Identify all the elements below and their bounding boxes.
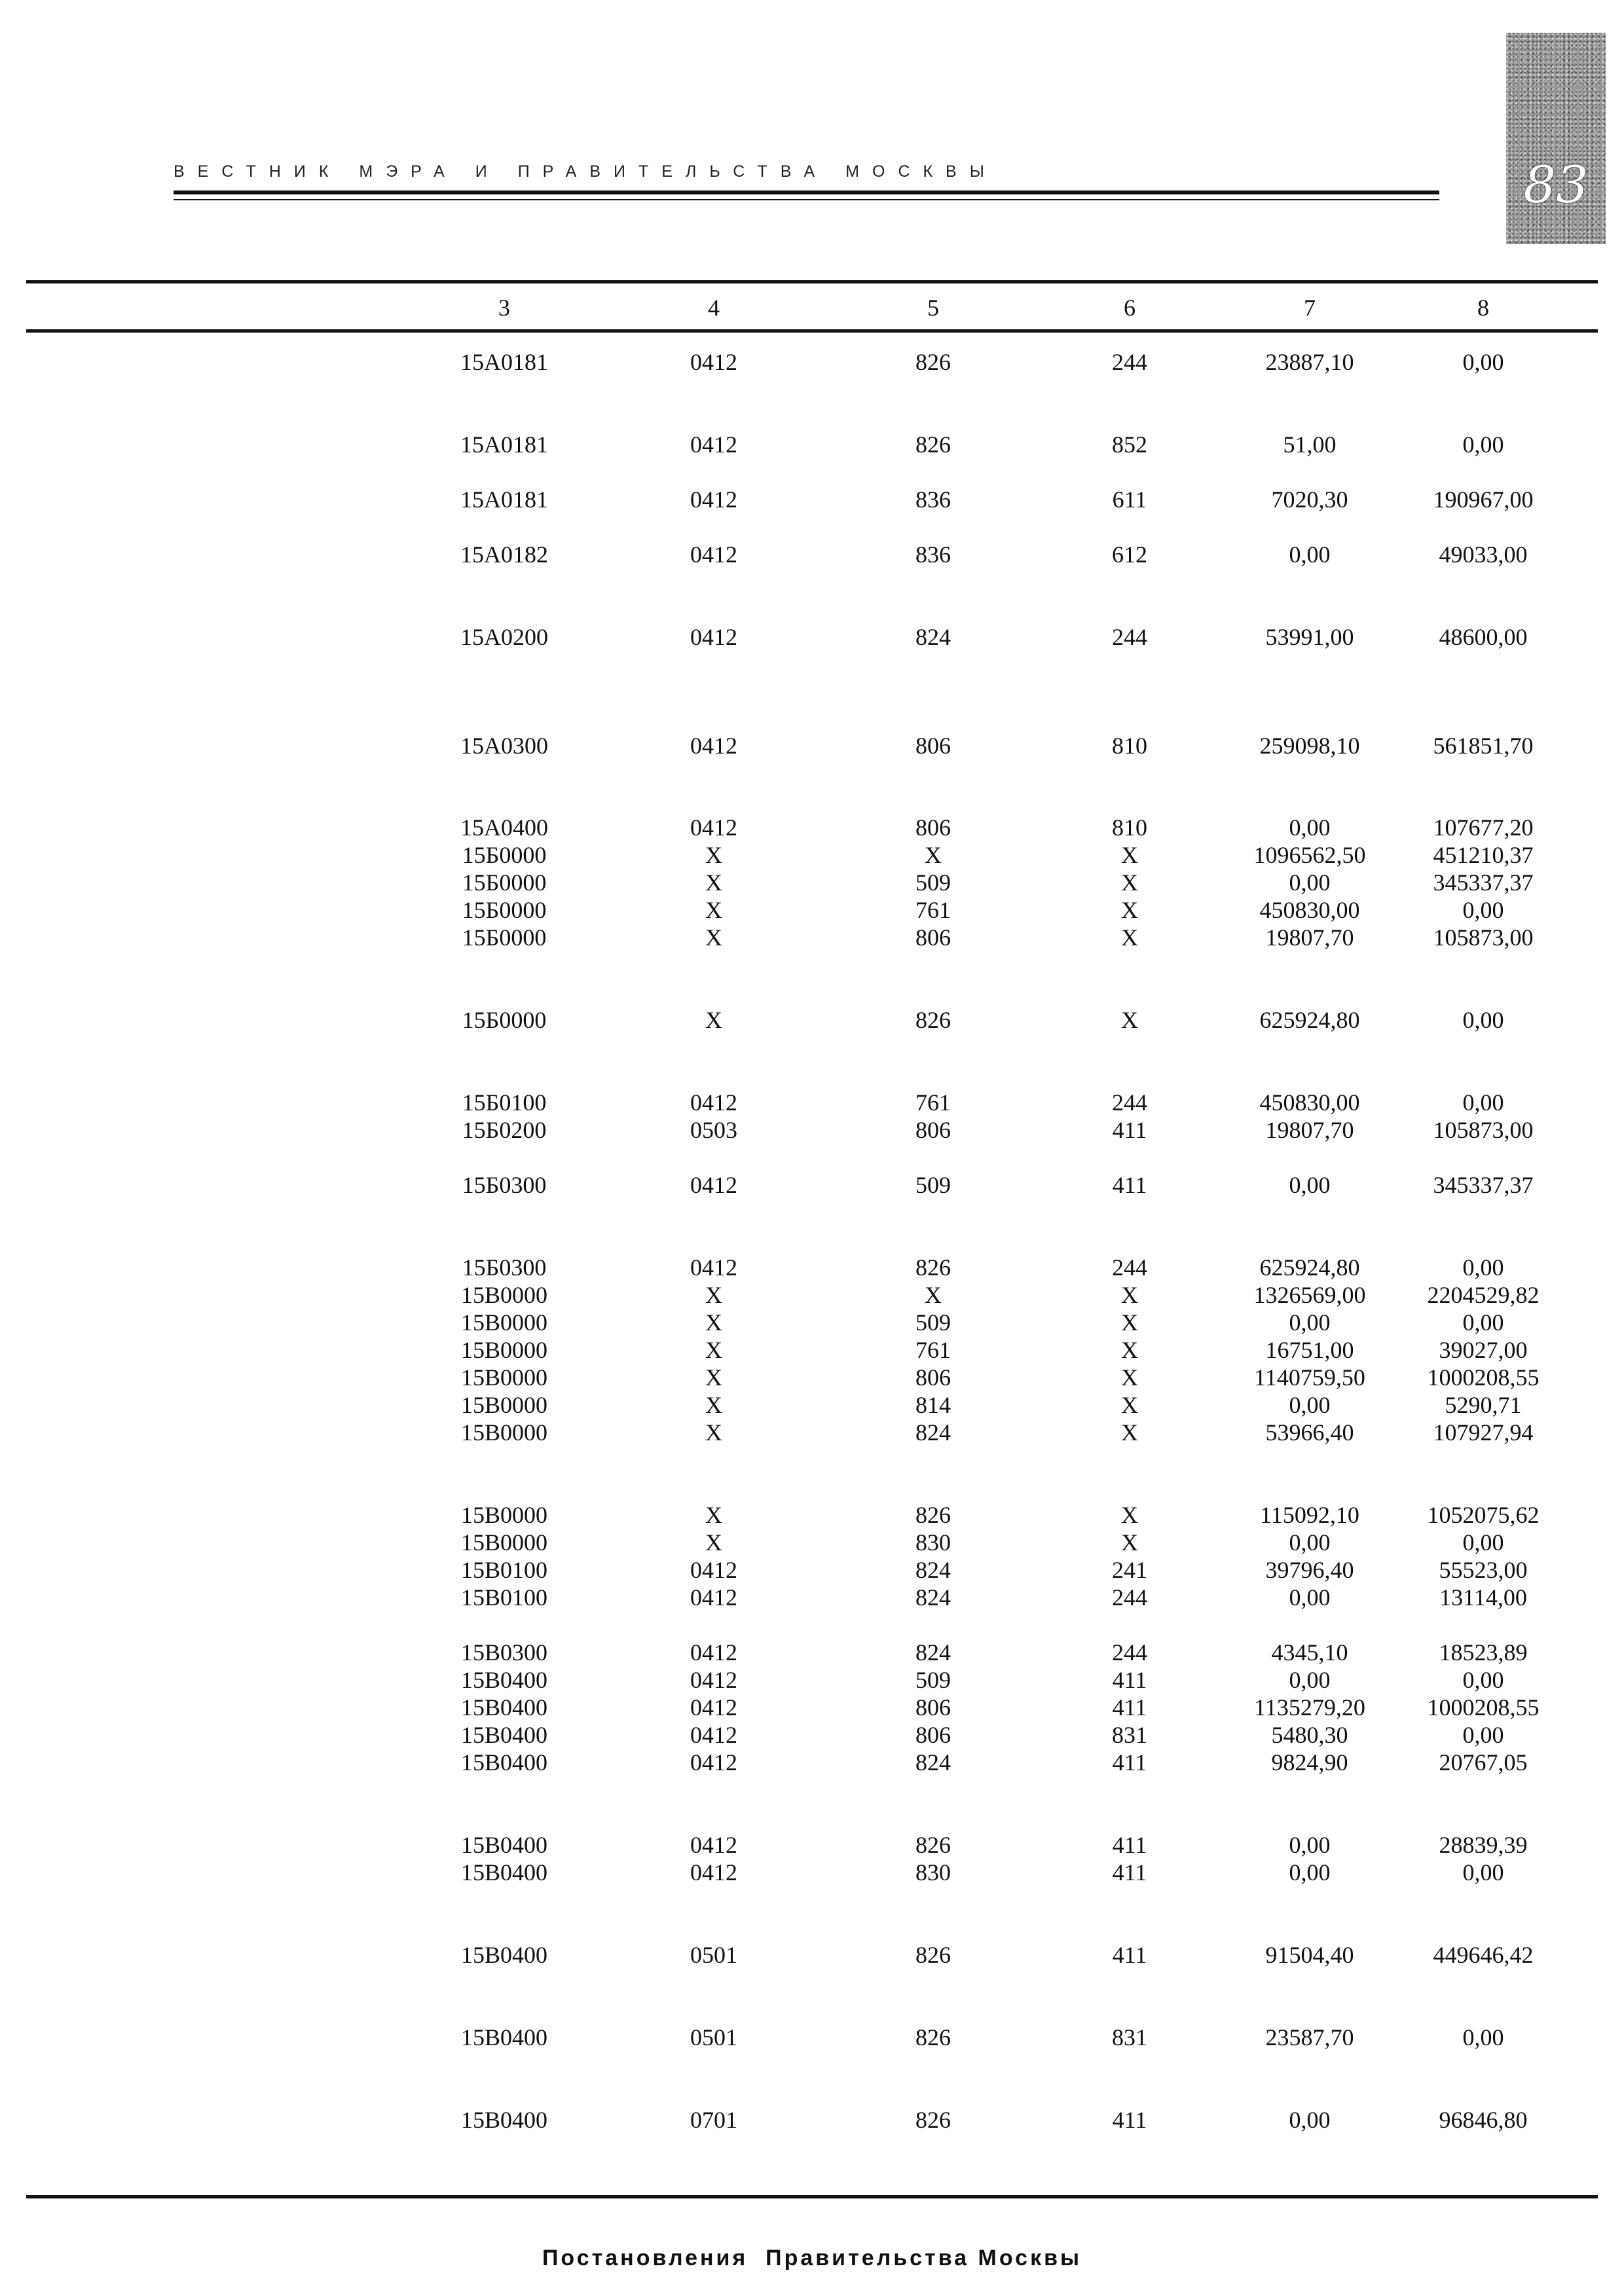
table-cell-col-7: 625924,80: [1259, 1007, 1360, 1033]
table-cell-col-3: 15Б0300: [462, 1172, 547, 1198]
table-cell-col-5: 826: [915, 1942, 951, 1968]
table-cell-col-5: 830: [915, 1529, 951, 1556]
table-cell-col-4: 0412: [690, 1172, 737, 1198]
table-cell-col-7: 0,00: [1289, 1667, 1331, 1693]
table-cell-col-5: 826: [915, 1832, 951, 1858]
table-cell-col-6: 244: [1112, 1089, 1147, 1116]
table-cell-col-8: 2204529,82: [1427, 1282, 1540, 1308]
table-cell-col-7: 1096562,50: [1253, 842, 1366, 868]
table-cell-col-6: 411: [1112, 1859, 1147, 1886]
table-cell-col-6: Х: [1121, 1337, 1138, 1363]
table-cell-col-5: 814: [915, 1392, 951, 1418]
table-cell-col-8: 39027,00: [1439, 1337, 1528, 1363]
table-cell-col-7: 53966,40: [1265, 1419, 1354, 1446]
table-cell-col-8: 49033,00: [1439, 541, 1528, 568]
table-cell-col-6: Х: [1121, 1364, 1138, 1391]
table-cell-col-6: Х: [1121, 1529, 1138, 1556]
table-row: [0, 1116, 1624, 1144]
table-cell-col-4: Х: [705, 842, 722, 868]
table-row: [0, 1749, 1624, 1776]
table-row: [0, 2024, 1624, 2051]
table-cell-col-4: 0412: [690, 541, 737, 568]
table-cell-col-7: 1326569,00: [1253, 1282, 1366, 1308]
table-cell-col-7: 259098,10: [1259, 733, 1360, 759]
table-cell-col-3: 15В0400: [460, 1859, 547, 1886]
table-cell-col-6: Х: [1121, 1392, 1138, 1418]
table-cell-col-5: 824: [915, 1639, 951, 1666]
table-cell-col-8: 561851,70: [1433, 733, 1534, 759]
table-cell-col-7: 115092,10: [1260, 1502, 1359, 1528]
table-cell-col-7: 91504,40: [1265, 1942, 1354, 1968]
table-cell-col-5: 826: [915, 349, 951, 375]
table-cell-col-7: 19807,70: [1265, 1117, 1354, 1143]
table-cell-col-4: Х: [705, 1337, 722, 1363]
table-cell-col-4: 0412: [690, 733, 737, 759]
table-cell-col-4: 0412: [690, 349, 737, 375]
table-cell-col-7: 19807,70: [1265, 924, 1354, 951]
column-header-8: 8: [1477, 295, 1489, 321]
table-row: [0, 732, 1624, 759]
table-cell-col-5: 509: [915, 1172, 951, 1198]
table-cell-col-7: 0,00: [1289, 1584, 1331, 1611]
table-cell-col-4: 0412: [690, 1694, 737, 1721]
table-cell-col-3: 15Б0000: [462, 897, 547, 923]
table-row: [0, 1254, 1624, 1281]
table-cell-col-3: 15В0400: [460, 2107, 547, 2133]
table-cell-col-6: Х: [1121, 897, 1138, 923]
table-row: [0, 924, 1624, 951]
table-cell-col-8: 48600,00: [1439, 624, 1528, 650]
table-cell-col-3: 15В0400: [460, 1694, 547, 1721]
table-cell-col-4: 0412: [690, 1557, 737, 1583]
table-cell-col-3: 15Б0300: [462, 1254, 547, 1281]
table-header-rule: [26, 329, 1598, 333]
table-cell-col-3: 15А0182: [460, 541, 548, 568]
table-cell-col-8: 0,00: [1462, 1667, 1504, 1693]
header-rule-thick: [174, 191, 1439, 194]
table-cell-col-5: 806: [915, 1117, 951, 1143]
table-row: [0, 1336, 1624, 1364]
table-row: [0, 541, 1624, 568]
table-cell-col-3: 15В0400: [460, 1722, 547, 1748]
table-row: [0, 1859, 1624, 1886]
table-cell-col-7: 23587,70: [1265, 2024, 1354, 2050]
table-cell-col-5: 824: [915, 1557, 951, 1583]
table-cell-col-4: 0412: [690, 814, 737, 841]
table-cell-col-3: 15В0100: [460, 1557, 547, 1583]
table-cell-col-4: 0503: [690, 1117, 737, 1143]
table-cell-col-4: 0412: [690, 486, 737, 513]
table-cell-col-7: 16751,00: [1265, 1337, 1354, 1363]
table-row: [0, 486, 1624, 513]
table-cell-col-6: 411: [1112, 1832, 1147, 1858]
table-cell-col-7: 0,00: [1289, 2107, 1331, 2133]
table-cell-col-6: Х: [1121, 842, 1138, 868]
table-row: [0, 1364, 1624, 1391]
table-cell-col-3: 15А0181: [460, 349, 548, 375]
table-cell-col-5: 826: [915, 1254, 951, 1281]
table-cell-col-7: 0,00: [1289, 814, 1331, 841]
table-cell-col-3: 15В0000: [460, 1282, 547, 1308]
table-cell-col-3: 15А0400: [460, 814, 548, 841]
table-cell-col-8: 0,00: [1462, 431, 1504, 458]
table-cell-col-5: 806: [915, 733, 951, 759]
table-cell-col-5: Х: [925, 1282, 942, 1308]
table-cell-col-8: 55523,00: [1439, 1557, 1528, 1583]
table-cell-col-5: 806: [915, 814, 951, 841]
table-row: [0, 1584, 1624, 1611]
table-cell-col-8: 0,00: [1462, 1309, 1504, 1336]
table-cell-col-4: 0501: [690, 1942, 737, 1968]
table-cell-col-7: 0,00: [1289, 1172, 1331, 1198]
table-row: [0, 1529, 1624, 1556]
table-bottom-rule: [26, 2195, 1598, 2198]
table-top-rule: [26, 280, 1598, 283]
table-cell-col-7: 625924,80: [1259, 1254, 1360, 1281]
table-cell-col-7: 450830,00: [1259, 897, 1360, 923]
table-cell-col-6: 244: [1112, 1254, 1147, 1281]
table-row: [0, 1639, 1624, 1666]
table-cell-col-8: 1052075,62: [1427, 1502, 1540, 1528]
table-cell-col-7: 23887,10: [1265, 349, 1354, 375]
header-rule-thin: [174, 199, 1439, 200]
table-cell-col-5: 826: [915, 1007, 951, 1033]
table-cell-col-5: 826: [915, 1502, 951, 1528]
table-cell-col-8: 105873,00: [1433, 924, 1534, 951]
table-cell-col-3: 15А0300: [460, 733, 548, 759]
table-cell-col-5: 824: [915, 1419, 951, 1446]
table-row: [0, 623, 1624, 651]
table-row: [0, 1309, 1624, 1336]
column-header-3: 3: [498, 295, 510, 321]
table-cell-col-4: Х: [705, 924, 722, 951]
table-cell-col-4: Х: [705, 897, 722, 923]
table-cell-col-5: 806: [915, 1722, 951, 1748]
table-cell-col-6: 411: [1112, 1694, 1147, 1721]
table-cell-col-4: 0412: [690, 1254, 737, 1281]
table-cell-col-3: 15В0400: [460, 1942, 547, 1968]
table-cell-col-8: 449646,42: [1433, 1942, 1534, 1968]
table-row: [0, 431, 1624, 458]
table-cell-col-7: 1140759,50: [1254, 1364, 1365, 1391]
table-cell-col-6: 244: [1112, 349, 1147, 375]
table-cell-col-3: 15Б0200: [462, 1117, 547, 1143]
table-row: [0, 2106, 1624, 2134]
table-cell-col-4: Х: [705, 1364, 722, 1391]
table-cell-col-8: 1000208,55: [1427, 1694, 1540, 1721]
table-row: [0, 814, 1624, 841]
table-cell-col-6: 810: [1112, 733, 1147, 759]
table-cell-col-5: 806: [915, 924, 951, 951]
table-cell-col-5: 826: [915, 2024, 951, 2050]
table-cell-col-8: 28839,39: [1439, 1832, 1528, 1858]
table-cell-col-5: 806: [915, 1364, 951, 1391]
table-cell-col-3: 15В0000: [460, 1529, 547, 1556]
table-cell-col-6: 411: [1112, 1942, 1147, 1968]
table-cell-col-4: Х: [705, 1502, 722, 1528]
table-cell-col-7: 9824,90: [1271, 1749, 1348, 1776]
table-cell-col-8: 0,00: [1462, 349, 1504, 375]
table-cell-col-8: 0,00: [1462, 1254, 1504, 1281]
table-cell-col-8: 0,00: [1462, 2024, 1504, 2050]
table-cell-col-7: 0,00: [1289, 541, 1331, 568]
journal-title: ВЕСТНИК МЭРА И ПРАВИТЕЛЬСТВА МОСКВЫ: [174, 162, 997, 181]
table-cell-col-4: 0412: [690, 1722, 737, 1748]
table-cell-col-5: 761: [915, 897, 951, 923]
table-cell-col-3: 15В0100: [460, 1584, 547, 1611]
table-cell-col-3: 15В0400: [460, 1667, 547, 1693]
table-cell-col-8: 345337,37: [1433, 1172, 1534, 1198]
table-cell-col-6: Х: [1121, 869, 1138, 896]
table-cell-col-4: Х: [705, 1392, 722, 1418]
table-cell-col-7: 7020,30: [1271, 486, 1348, 513]
table-cell-col-8: 0,00: [1462, 1529, 1504, 1556]
table-row: [0, 1281, 1624, 1309]
table-cell-col-8: 0,00: [1462, 1859, 1504, 1886]
table-cell-col-4: Х: [705, 1529, 722, 1556]
table-cell-col-4: 0412: [690, 1749, 737, 1776]
table-cell-col-4: 0501: [690, 2024, 737, 2050]
table-cell-col-6: 411: [1112, 1117, 1147, 1143]
column-header-7: 7: [1304, 295, 1316, 321]
table-cell-col-8: 20767,05: [1439, 1749, 1528, 1776]
table-cell-col-4: 0412: [690, 1832, 737, 1858]
table-cell-col-7: 0,00: [1289, 1832, 1331, 1858]
table-cell-col-7: 5480,30: [1271, 1722, 1348, 1748]
table-cell-col-6: 244: [1112, 1584, 1147, 1611]
table-cell-col-6: Х: [1121, 1419, 1138, 1446]
table-cell-col-8: 0,00: [1462, 1722, 1504, 1748]
table-cell-col-6: Х: [1121, 1309, 1138, 1336]
table-cell-col-4: 0412: [690, 1667, 737, 1693]
table-cell-col-6: 411: [1112, 1749, 1147, 1776]
table-cell-col-6: 831: [1112, 2024, 1147, 2050]
table-cell-col-3: 15В0000: [460, 1392, 547, 1418]
column-header-4: 4: [708, 295, 720, 321]
table-cell-col-8: 0,00: [1462, 1007, 1504, 1033]
table-cell-col-4: 0412: [690, 1639, 737, 1666]
section-title: Постановления Правительства Москвы: [542, 2246, 1082, 2270]
table-cell-col-7: 53991,00: [1265, 624, 1354, 650]
table-cell-col-3: 15В0000: [460, 1309, 547, 1336]
table-header-row: [0, 294, 1624, 321]
table-cell-col-3: 15Б0000: [462, 1007, 547, 1033]
table-cell-col-7: 0,00: [1289, 1529, 1331, 1556]
table-cell-col-4: Х: [705, 869, 722, 896]
table-cell-col-4: Х: [705, 1309, 722, 1336]
table-cell-col-3: 15В0400: [460, 1832, 547, 1858]
table-row: [0, 1006, 1624, 1034]
table-cell-col-3: 15Б0000: [462, 842, 547, 868]
table-cell-col-3: 15В0400: [460, 1749, 547, 1776]
table-cell-col-7: 0,00: [1289, 869, 1331, 896]
table-row: [0, 1089, 1624, 1116]
table-cell-col-8: 18523,89: [1439, 1639, 1528, 1666]
table-cell-col-7: 39796,40: [1265, 1557, 1354, 1583]
table-cell-col-6: 852: [1112, 431, 1147, 458]
table-cell-col-6: 611: [1112, 486, 1147, 513]
table-row: [0, 1941, 1624, 1969]
table-cell-col-8: 107927,94: [1433, 1419, 1534, 1446]
page-number: 83: [1523, 156, 1589, 215]
table-cell-col-6: 411: [1112, 1667, 1147, 1693]
table-cell-col-8: 13114,00: [1439, 1584, 1527, 1611]
table-cell-col-3: 15В0300: [460, 1639, 547, 1666]
table-row: [0, 1831, 1624, 1859]
table-cell-col-5: 761: [915, 1337, 951, 1363]
table-cell-col-5: 824: [915, 624, 951, 650]
table-row: [0, 1501, 1624, 1529]
table-cell-col-5: 836: [915, 486, 951, 513]
table-row: [0, 348, 1624, 376]
table-row: [0, 896, 1624, 924]
table-cell-col-4: 0701: [690, 2107, 737, 2133]
column-header-6: 6: [1124, 295, 1135, 321]
table-cell-col-5: 836: [915, 541, 951, 568]
table-cell-col-4: Х: [705, 1419, 722, 1446]
table-cell-col-7: 450830,00: [1259, 1089, 1360, 1116]
table-cell-col-5: 826: [915, 431, 951, 458]
table-cell-col-6: 810: [1112, 814, 1147, 841]
table-cell-col-8: 345337,37: [1433, 869, 1534, 896]
table-cell-col-8: 107677,20: [1433, 814, 1534, 841]
table-cell-col-7: 4345,10: [1271, 1639, 1348, 1666]
table-cell-col-8: 0,00: [1462, 1089, 1504, 1116]
table-cell-col-5: 830: [915, 1859, 951, 1886]
table-cell-col-3: 15Б0100: [462, 1089, 547, 1116]
table-cell-col-5: 509: [915, 1309, 951, 1336]
table-row: [0, 869, 1624, 896]
table-cell-col-8: 190967,00: [1433, 486, 1534, 513]
table-cell-col-5: 824: [915, 1749, 951, 1776]
table-cell-col-7: 0,00: [1289, 1392, 1331, 1418]
table-cell-col-5: 761: [915, 1089, 951, 1116]
table-cell-col-3: 15А0181: [460, 431, 548, 458]
table-row: [0, 1694, 1624, 1721]
table-cell-col-7: 51,00: [1283, 431, 1337, 458]
table-cell-col-6: 244: [1112, 1639, 1147, 1666]
table-row: [0, 1391, 1624, 1419]
table-cell-col-6: Х: [1121, 1007, 1138, 1033]
table-cell-col-7: 0,00: [1289, 1309, 1331, 1336]
table-cell-col-4: 0412: [690, 1859, 737, 1886]
table-cell-col-6: 244: [1112, 624, 1147, 650]
table-cell-col-3: 15В0400: [460, 2024, 547, 2050]
table-cell-col-6: 831: [1112, 1722, 1147, 1748]
table-cell-col-5: Х: [925, 842, 942, 868]
table-cell-col-8: 451210,37: [1433, 842, 1534, 868]
table-cell-col-6: Х: [1121, 1502, 1138, 1528]
column-header-5: 5: [927, 295, 939, 321]
table-cell-col-5: 824: [915, 1584, 951, 1611]
table-cell-col-8: 105873,00: [1433, 1117, 1534, 1143]
table-cell-col-3: 15Б0000: [462, 869, 547, 896]
table-cell-col-4: Х: [705, 1007, 722, 1033]
table-cell-col-4: Х: [705, 1282, 722, 1308]
table-cell-col-4: 0412: [690, 431, 737, 458]
table-cell-col-8: 5290,71: [1445, 1392, 1522, 1418]
table-cell-col-3: 15В0000: [460, 1502, 547, 1528]
table-cell-col-3: 15Б0000: [462, 924, 547, 951]
table-row: [0, 1556, 1624, 1584]
table-cell-col-4: 0412: [690, 1584, 737, 1611]
table-row: [0, 1721, 1624, 1749]
table-cell-col-5: 826: [915, 2107, 951, 2133]
table-cell-col-8: 1000208,55: [1427, 1364, 1540, 1391]
table-cell-col-7: 0,00: [1289, 1859, 1331, 1886]
table-cell-col-7: 1135279,20: [1254, 1694, 1365, 1721]
table-row: [0, 1666, 1624, 1694]
table-cell-col-6: Х: [1121, 1282, 1138, 1308]
table-cell-col-8: 0,00: [1462, 897, 1504, 923]
table-cell-col-3: 15В0000: [460, 1337, 547, 1363]
table-cell-col-6: 411: [1112, 2107, 1147, 2133]
table-cell-col-6: 241: [1112, 1557, 1147, 1583]
table-cell-col-4: 0412: [690, 1089, 737, 1116]
table-row: [0, 1419, 1624, 1446]
table-row: [0, 841, 1624, 869]
table-cell-col-8: 96846,80: [1439, 2107, 1528, 2133]
table-cell-col-3: 15А0200: [460, 624, 548, 650]
table-cell-col-6: Х: [1121, 924, 1138, 951]
table-cell-col-3: 15В0000: [460, 1419, 547, 1446]
table-cell-col-5: 806: [915, 1694, 951, 1721]
table-cell-col-3: 15В0000: [460, 1364, 547, 1391]
table-cell-col-5: 509: [915, 1667, 951, 1693]
table-cell-col-6: 411: [1112, 1172, 1147, 1198]
table-cell-col-3: 15А0181: [460, 486, 548, 513]
table-cell-col-4: 0412: [690, 624, 737, 650]
table-cell-col-5: 509: [915, 869, 951, 896]
table-row: [0, 1171, 1624, 1199]
table-cell-col-6: 612: [1112, 541, 1147, 568]
